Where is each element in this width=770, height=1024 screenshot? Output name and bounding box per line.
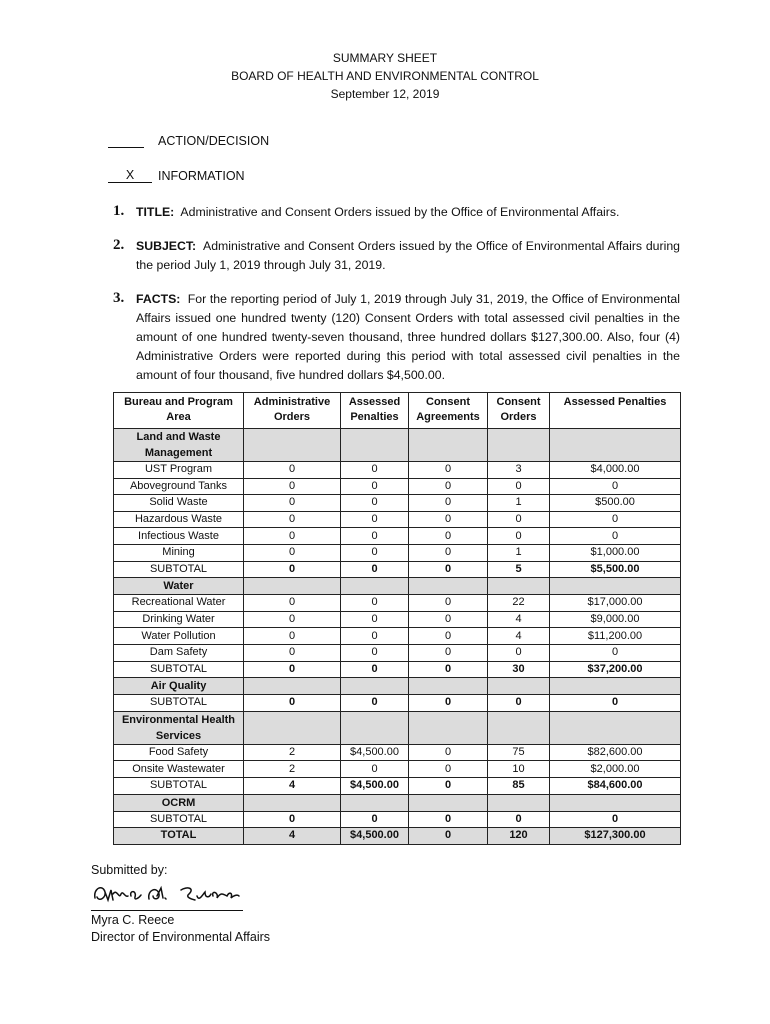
table-cell: 0: [341, 644, 409, 661]
table-cell: [409, 794, 488, 811]
section-row: [114, 794, 681, 811]
row-label-cell: Water Pollution: [114, 628, 244, 645]
table-cell: 0: [244, 478, 341, 495]
row-label-cell: Dam Safety: [114, 644, 244, 661]
section-row: [114, 678, 681, 695]
item-label: SUBJECT:: [136, 239, 197, 253]
table-cell: 0: [341, 495, 409, 512]
subtotal-row: [114, 811, 681, 828]
row-label-cell: SUBTOTAL: [114, 811, 244, 828]
table-cell: 0: [488, 478, 550, 495]
table-cell: $5,500.00: [550, 561, 681, 578]
table-cell: 0: [409, 661, 488, 678]
table-cell: [550, 794, 681, 811]
table-cell: 0: [244, 544, 341, 561]
table-cell: 0: [409, 595, 488, 612]
table-cell: 0: [341, 561, 409, 578]
table-cell: 0: [244, 644, 341, 661]
table-cell: [409, 678, 488, 695]
row-label-cell: Food Safety: [114, 744, 244, 761]
item-number: 2.: [113, 237, 125, 253]
table-cell: 0: [409, 811, 488, 828]
section-row: [114, 578, 681, 595]
table-cell: 0: [488, 644, 550, 661]
subtotal-row: [114, 561, 681, 578]
signer-name: Myra C. Reece: [91, 913, 175, 927]
column-header: Assessed Penalties: [550, 393, 681, 429]
table-cell: $4,500.00: [341, 828, 409, 845]
row-label-cell: SUBTOTAL: [114, 695, 244, 712]
column-header: Administrative Orders: [244, 393, 341, 429]
table-cell: [341, 711, 409, 744]
table-cell: [488, 578, 550, 595]
table-cell: 2: [244, 744, 341, 761]
table-cell: 0: [409, 511, 488, 528]
table-cell: 4: [488, 628, 550, 645]
table-cell: 0: [244, 811, 341, 828]
table-cell: 0: [341, 595, 409, 612]
header-board: BOARD OF HEALTH AND ENVIRONMENTAL CONTROL: [231, 69, 539, 83]
table-row: [114, 511, 681, 528]
table-cell: [341, 429, 409, 462]
item-number: 3.: [113, 290, 125, 306]
item-number: 1.: [113, 203, 125, 219]
table-cell: 4: [488, 611, 550, 628]
item-text: For the reporting period of July 1, 2019 through July 31, 2019, the Office of Environmental Affairs issued one hundred twenty (120) Consent Orders with total assessed civil penalties in the amount of one hundred twenty-seven thousand, three hundred dollars $127,300.00. Also, four (4) Administrative Orders were reported during this period with total assessed civil penalties in the amount of four thousand, five hundred dollars $4,500.00.: [136, 292, 680, 382]
table-cell: 0: [244, 462, 341, 479]
table-cell: 0: [488, 511, 550, 528]
table-row: [114, 761, 681, 778]
table-cell: 120: [488, 828, 550, 845]
table-cell: [244, 711, 341, 744]
table-cell: 0: [244, 628, 341, 645]
table-cell: 0: [244, 511, 341, 528]
row-label-cell: Recreational Water: [114, 595, 244, 612]
table-cell: [550, 711, 681, 744]
table-header-row: [114, 393, 681, 429]
information-line: [108, 168, 245, 183]
table-cell: $4,500.00: [341, 777, 409, 794]
table-cell: 0: [244, 595, 341, 612]
action-decision-line: [108, 133, 269, 148]
table-cell: $500.00: [550, 495, 681, 512]
table-cell: 0: [409, 462, 488, 479]
table-row: [114, 462, 681, 479]
table-cell: [341, 794, 409, 811]
table-cell: 0: [550, 511, 681, 528]
table-cell: 0: [244, 695, 341, 712]
table-cell: [488, 678, 550, 695]
table-cell: 0: [244, 495, 341, 512]
table-cell: 0: [409, 644, 488, 661]
table-cell: [244, 578, 341, 595]
table-cell: 0: [550, 695, 681, 712]
table-cell: 0: [341, 761, 409, 778]
subtotal-row: [114, 777, 681, 794]
table-cell: $17,000.00: [550, 595, 681, 612]
table-cell: 0: [409, 744, 488, 761]
table-row: [114, 528, 681, 545]
table-cell: 0: [488, 528, 550, 545]
row-label-cell: Mining: [114, 544, 244, 561]
orders-table: [113, 392, 681, 845]
row-label-cell: Drinking Water: [114, 611, 244, 628]
table-cell: 1: [488, 495, 550, 512]
table-cell: 0: [409, 544, 488, 561]
table-cell: $4,000.00: [550, 462, 681, 479]
signature: [91, 880, 243, 911]
action-decision-label: ACTION/DECISION: [158, 134, 270, 148]
table-cell: $127,300.00: [550, 828, 681, 845]
table-cell: 0: [409, 611, 488, 628]
table-cell: 75: [488, 744, 550, 761]
row-label-cell: Environmental Health Services: [114, 711, 244, 744]
table-cell: 0: [341, 528, 409, 545]
information-checkbox: X: [108, 168, 152, 183]
item-text: Administrative and Consent Orders issued by the Office of Environmental Affairs.: [180, 205, 620, 219]
table-cell: [488, 429, 550, 462]
table-cell: [488, 794, 550, 811]
table-cell: 0: [341, 544, 409, 561]
table-cell: 0: [550, 478, 681, 495]
subtotal-row: [114, 695, 681, 712]
table-cell: [341, 578, 409, 595]
row-label-cell: UST Program: [114, 462, 244, 479]
row-label-cell: Air Quality: [114, 678, 244, 695]
table-cell: 0: [488, 695, 550, 712]
submitted-by-label: Submitted by:: [91, 863, 168, 877]
table-cell: 0: [409, 695, 488, 712]
table-cell: 5: [488, 561, 550, 578]
table-cell: [550, 678, 681, 695]
signer-title: Director of Environmental Affairs: [91, 930, 271, 944]
table-cell: [550, 429, 681, 462]
signature-image: [91, 880, 243, 910]
table-cell: 3: [488, 462, 550, 479]
table-row: [114, 544, 681, 561]
table-cell: [244, 678, 341, 695]
table-cell: [488, 711, 550, 744]
table-row: [114, 595, 681, 612]
table-cell: 0: [341, 661, 409, 678]
table-cell: 0: [409, 478, 488, 495]
table-cell: 0: [409, 628, 488, 645]
table-cell: 0: [341, 478, 409, 495]
table-cell: $37,200.00: [550, 661, 681, 678]
table-cell: [409, 429, 488, 462]
table-cell: [550, 578, 681, 595]
table-cell: 10: [488, 761, 550, 778]
table-cell: 0: [409, 777, 488, 794]
table-cell: $1,000.00: [550, 544, 681, 561]
table-cell: 4: [244, 828, 341, 845]
table-cell: 0: [244, 528, 341, 545]
table-cell: [341, 678, 409, 695]
section-row: [114, 429, 681, 462]
table-cell: 0: [341, 611, 409, 628]
table-cell: $84,600.00: [550, 777, 681, 794]
item-text: Administrative and Consent Orders issued by the Office of Environmental Affairs during the period July 1, 2019 through July 31, 2019.: [136, 239, 681, 272]
table-cell: 4: [244, 777, 341, 794]
subtotal-row: [114, 661, 681, 678]
row-label-cell: SUBTOTAL: [114, 777, 244, 794]
table-cell: 0: [409, 828, 488, 845]
item-label: FACTS:: [136, 292, 181, 306]
table-cell: 0: [341, 628, 409, 645]
table-cell: 0: [341, 462, 409, 479]
row-label-cell: Aboveground Tanks: [114, 478, 244, 495]
table-cell: 0: [341, 511, 409, 528]
row-label-cell: SUBTOTAL: [114, 561, 244, 578]
row-label-cell: SUBTOTAL: [114, 661, 244, 678]
column-header: Consent Agreements: [409, 393, 488, 429]
table-cell: 0: [550, 811, 681, 828]
row-label-cell: Water: [114, 578, 244, 595]
row-label-cell: TOTAL: [114, 828, 244, 845]
table-cell: 30: [488, 661, 550, 678]
information-label: INFORMATION: [158, 169, 245, 183]
row-label-cell: Land and Waste Management: [114, 429, 244, 462]
table-cell: 0: [244, 661, 341, 678]
table-cell: 22: [488, 595, 550, 612]
table-cell: [244, 429, 341, 462]
table-cell: 0: [550, 644, 681, 661]
table-cell: 0: [409, 528, 488, 545]
table-cell: 0: [341, 695, 409, 712]
header-title: SUMMARY SHEET: [332, 51, 438, 65]
table-cell: [244, 794, 341, 811]
table-cell: $11,200.00: [550, 628, 681, 645]
table-cell: 0: [244, 611, 341, 628]
table-cell: 0: [409, 561, 488, 578]
row-label-cell: Onsite Wastewater: [114, 761, 244, 778]
table-cell: 85: [488, 777, 550, 794]
table-cell: $4,500.00: [341, 744, 409, 761]
table-cell: 0: [488, 811, 550, 828]
section-row: [114, 711, 681, 744]
item-label: TITLE:: [136, 205, 175, 219]
table-row: [114, 478, 681, 495]
item-subject: [113, 237, 680, 275]
document-header: [0, 49, 770, 103]
column-header: Assessed Penalties: [341, 393, 409, 429]
table-cell: 1: [488, 544, 550, 561]
table-cell: 0: [409, 761, 488, 778]
column-header: Bureau and Program Area: [114, 393, 244, 429]
table-cell: 2: [244, 761, 341, 778]
item-title: [113, 203, 680, 222]
table-row: [114, 495, 681, 512]
table-cell: [409, 578, 488, 595]
action-decision-checkbox: [108, 133, 144, 148]
table-cell: $82,600.00: [550, 744, 681, 761]
table-body: [114, 429, 681, 845]
table-row: [114, 644, 681, 661]
total-row: [114, 828, 681, 845]
table-cell: 0: [550, 528, 681, 545]
row-label-cell: Infectious Waste: [114, 528, 244, 545]
table-row: [114, 744, 681, 761]
row-label-cell: Hazardous Waste: [114, 511, 244, 528]
table-row: [114, 611, 681, 628]
header-date: September 12, 2019: [330, 87, 440, 101]
table-row: [114, 628, 681, 645]
table-cell: [409, 711, 488, 744]
table-cell: 0: [244, 561, 341, 578]
table-cell: 0: [409, 495, 488, 512]
row-label-cell: OCRM: [114, 794, 244, 811]
row-label-cell: Solid Waste: [114, 495, 244, 512]
column-header: Consent Orders: [488, 393, 550, 429]
item-facts: [113, 290, 680, 385]
table-cell: $9,000.00: [550, 611, 681, 628]
table-cell: $2,000.00: [550, 761, 681, 778]
table-cell: 0: [341, 811, 409, 828]
